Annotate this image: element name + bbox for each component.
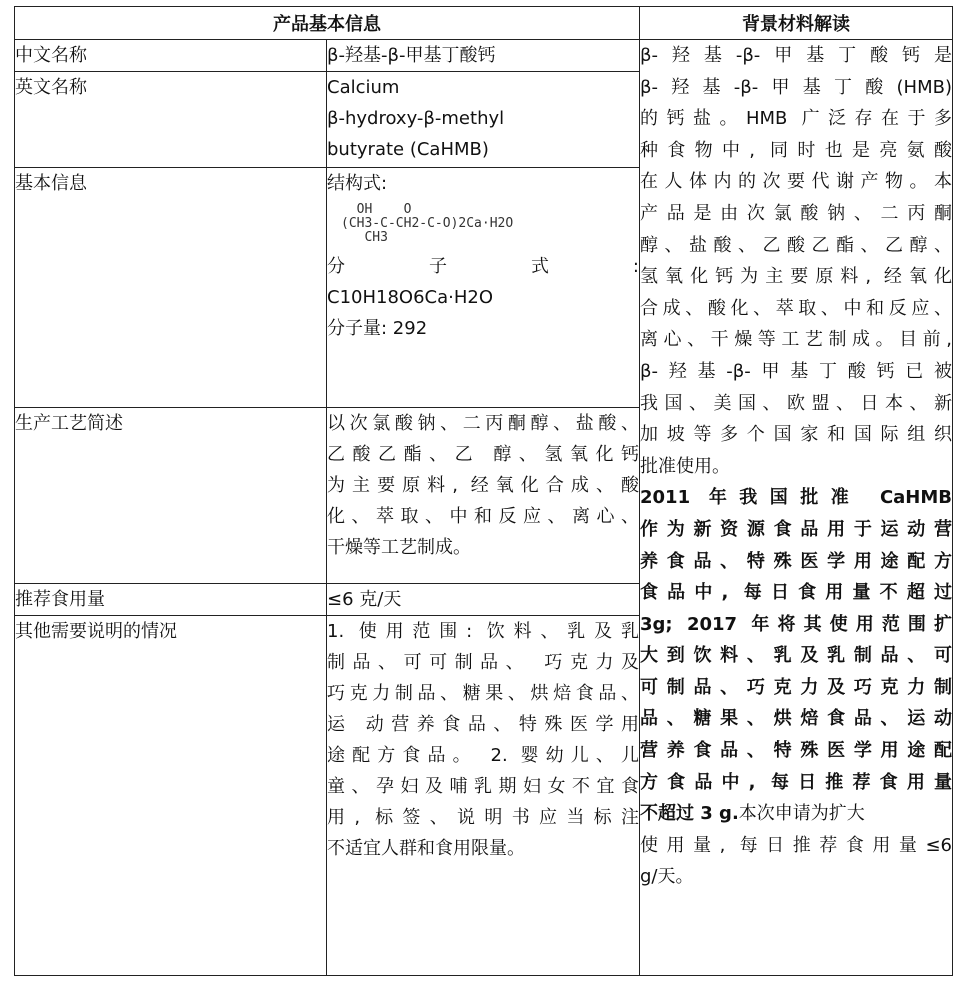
notes-line: 途配方食品。 2. 婴幼儿、儿 bbox=[327, 745, 639, 766]
label-basic-info: 基本信息 bbox=[15, 168, 327, 408]
structural-formula bbox=[341, 203, 639, 245]
label-process: 生产工艺简述 bbox=[15, 408, 327, 584]
bg-mixed-line bbox=[640, 798, 952, 830]
bg-line: 离心、干燥等工艺制成。目前, bbox=[640, 329, 952, 351]
bg-line: 醇、盐酸、乙酸乙酯、乙醇、 bbox=[640, 234, 952, 256]
bg-bold-line: 作为新资源食品用于运动营 bbox=[640, 518, 952, 540]
bg-after-bold: 本次申请为扩大 bbox=[738, 803, 865, 825]
mol-formula: C10H18O6Ca·H2O bbox=[327, 287, 494, 308]
process-line: 以次氯酸钠、二丙酮醇、盐酸、 bbox=[327, 413, 639, 434]
label-dosage: 推荐食用量 bbox=[15, 584, 327, 616]
bg-bold-line: 营养食品、特殊医学用途配 bbox=[640, 740, 952, 762]
process-line: 为主要原料, 经氧化合成、酸 bbox=[327, 475, 639, 496]
bg-line: g/天。 bbox=[640, 866, 694, 888]
formula-line: OH O bbox=[341, 202, 412, 217]
bg-line: 种食物中, 同时也是亮氨酸 bbox=[640, 139, 952, 161]
value-dosage: ≤6 克/天 bbox=[327, 584, 640, 616]
formula-line: (CH3-C-CH2-C-O)2Ca·H2O bbox=[341, 216, 514, 231]
notes-line: 运 动营养食品、特殊医学用 bbox=[327, 714, 639, 735]
header-background: 背景材料解读 bbox=[640, 7, 953, 40]
english-name-line: Calcium bbox=[327, 77, 400, 98]
process-line: 化、萃取、中和反应、离心、 bbox=[327, 506, 639, 527]
notes-line: 童、孕妇及哺乳期妇女不宜食 bbox=[327, 776, 639, 797]
bg-line: β-羟基-β-甲基丁酸(HMB) bbox=[640, 76, 952, 98]
label-english-name: 英文名称 bbox=[15, 72, 327, 168]
bg-bold-line: 2011 年我国批准 CaHMB bbox=[640, 487, 952, 509]
bg-line: 我国、美国、欧盟、日本、新 bbox=[640, 392, 952, 414]
bg-line: 加坡等多个国家和国际组织 bbox=[640, 424, 952, 446]
notes-line: 用, 标签、说明书应当标注 bbox=[327, 807, 639, 828]
bg-line: 合成、酸化、萃取、中和反应、 bbox=[640, 297, 952, 319]
mol-weight: 分子量: 292 bbox=[327, 318, 428, 339]
product-info-table bbox=[14, 6, 953, 976]
label-other-notes: 其他需要说明的情况 bbox=[15, 616, 327, 976]
bg-bold-tail: 不超过 3 g. bbox=[640, 803, 739, 825]
mol-formula-label: 分子式: bbox=[327, 256, 639, 277]
bg-line: 在人体内的次要代谢产物。本 bbox=[640, 171, 952, 193]
process-line: 干燥等工艺制成。 bbox=[327, 537, 471, 558]
header-product-info: 产品基本信息 bbox=[15, 7, 640, 40]
bg-line: 产品是由次氯酸钠、二丙酮 bbox=[640, 202, 952, 224]
value-english-name bbox=[327, 72, 640, 168]
bg-bold-line: 大到饮料、乳及乳制品、可 bbox=[640, 645, 952, 667]
bg-bold-line: 品、糖果、烘焙食品、运动 bbox=[640, 708, 952, 730]
bg-line: β-羟基-β-甲基丁酸钙是 bbox=[640, 45, 952, 66]
value-process bbox=[327, 408, 640, 584]
value-basic-info bbox=[327, 168, 640, 408]
bg-bold-line: 可制品、巧克力及巧克力制 bbox=[640, 676, 952, 698]
bg-bold-line: 养食品、特殊医学用途配方 bbox=[640, 550, 952, 572]
process-line: 乙酸乙酯、乙 醇、氢氧化钙 bbox=[327, 444, 639, 465]
bg-line: 批准使用。 bbox=[640, 455, 730, 477]
background-text bbox=[640, 40, 953, 976]
formula-line: CH3 bbox=[341, 230, 388, 245]
bg-bold-line: 食品中, 每日食用量不超过 bbox=[640, 582, 952, 604]
value-other-notes bbox=[327, 616, 640, 976]
notes-line: 制品、可可制品、 巧克力及 bbox=[327, 652, 639, 673]
notes-line: 巧克力制品、糖果、烘焙食品、 bbox=[327, 683, 639, 704]
bg-line: β-羟基-β-甲基丁酸钙已被 bbox=[640, 360, 952, 382]
english-name-line: butyrate (CaHMB) bbox=[327, 139, 489, 160]
bg-line: 氢氧化钙为主要原料, 经氧化 bbox=[640, 266, 952, 288]
bg-bold-line: 方食品中, 每日推荐食用量 bbox=[640, 771, 952, 793]
value-chinese-name: β-羟基-β-甲基丁酸钙 bbox=[327, 40, 640, 72]
label-chinese-name: 中文名称 bbox=[15, 40, 327, 72]
bg-line: 的钙盐。HMB 广泛存在于多 bbox=[640, 108, 952, 130]
bg-line: 使用量, 每日推荐食用量≤6 bbox=[640, 834, 952, 856]
notes-line: 1. 使用范围: 饮料、乳及乳 bbox=[327, 621, 639, 642]
structure-label: 结构式: bbox=[327, 173, 388, 194]
english-name-line: β-hydroxy-β-methyl bbox=[327, 108, 505, 129]
notes-line: 不适宜人群和食用限量。 bbox=[327, 838, 525, 859]
bg-bold-line: 3g; 2017 年将其使用范围扩 bbox=[640, 613, 952, 635]
